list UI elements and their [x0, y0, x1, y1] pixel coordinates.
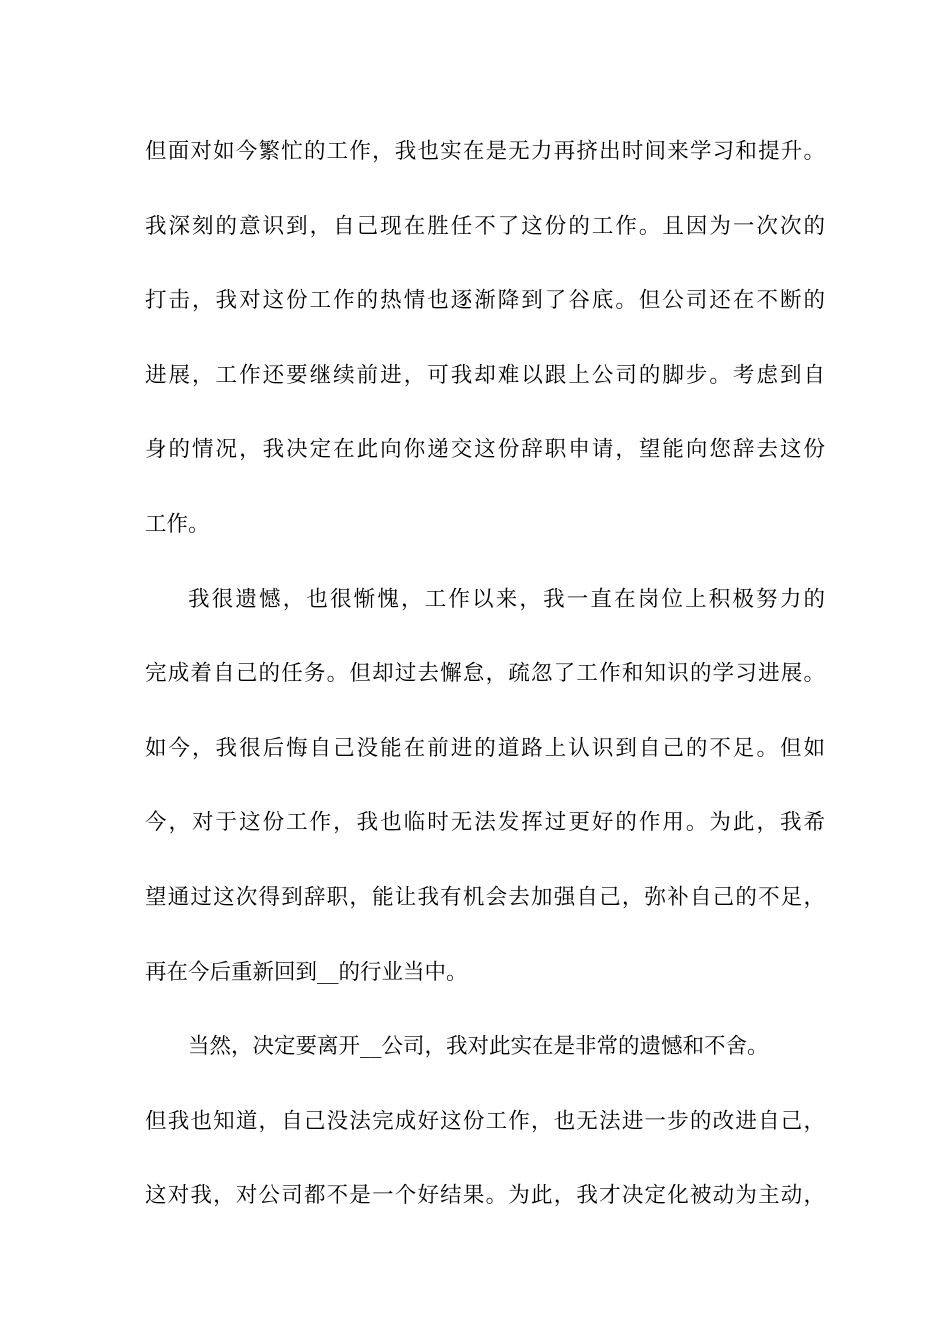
letter-body [145, 130, 825, 1249]
text-line-6: 工作。 [145, 511, 210, 537]
text-line-3: 打击，我对这份工作的热情也逐渐降到了谷底。但公司还在不断的 [145, 288, 825, 314]
text-line-1: 但面对如今繁忙的工作，我也实在是无力再挤出时间来学习和提升。 [145, 139, 825, 164]
text-line-10: 今，对于这份工作，我也临时无法发挥过更好的作用。为此，我希 [145, 810, 825, 836]
text-line-7: 我很遗憾，也很惭愧，工作以来，我一直在岗位上积极努力的 [188, 586, 825, 612]
text-line-5: 身的情况，我决定在此向你递交这份辞职申请，望能向您辞去这份 [145, 437, 825, 463]
text-line-15: 这对我，对公司都不是一个好结果。为此，我才决定化被动为主动， [145, 1183, 825, 1209]
text-line-12: 再在今后重新回到__的行业当中。 [145, 959, 468, 985]
text-line-13: 当然，决定要离开__公司，我对此实在是非常的遗憾和不舍。 [188, 1034, 769, 1060]
text-line-4: 进展，工作还要继续前进，可我却难以跟上公司的脚步。考虑到自 [145, 362, 825, 388]
text-line-2: 我深刻的意识到，自己现在胜任不了这份的工作。且因为一次次的 [145, 213, 825, 239]
text-line-14: 但我也知道，自己没法完成好这份工作，也无法进一步的改进自己， [145, 1108, 825, 1134]
text-line-11: 望通过这次得到辞职，能让我有机会去加强自己，弥补自己的不足， [145, 884, 825, 910]
text-line-8: 完成着自己的任务。但却过去懈怠，疏忽了工作和知识的学习进展。 [145, 661, 825, 687]
text-line-9: 如今，我很后悔自己没能在前进的道路上认识到自己的不足。但如 [145, 735, 825, 761]
